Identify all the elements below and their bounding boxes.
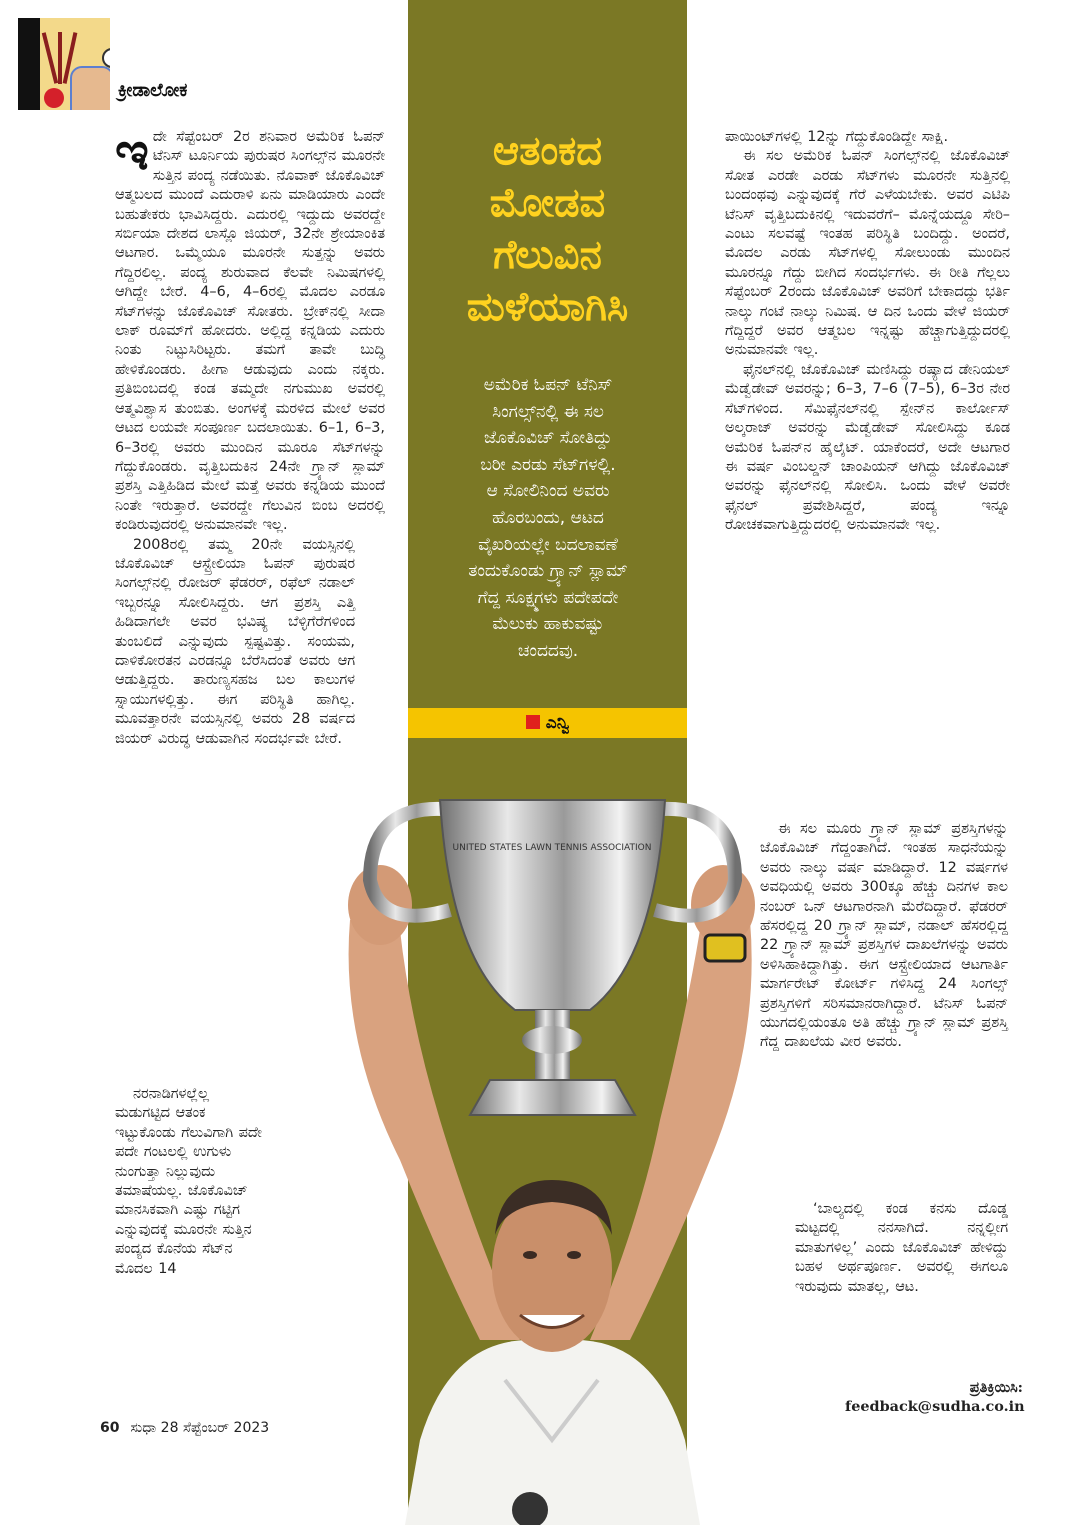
logo-ball-icon: [44, 88, 64, 108]
left-column: [115, 122, 385, 749]
trophy-cup: [440, 800, 665, 1010]
right-eye: [567, 1251, 581, 1259]
headline: [408, 125, 687, 333]
shirt: [405, 1340, 700, 1525]
left-paragraph-2: 2008ರಲ್ಲಿ ತಮ್ಮ 20ನೇ ವಯಸ್ಸಿನಲ್ಲಿ ಜೊಕೊವಿಚ್ ಆಸ್ಟ್ರೇಲಿಯಾ ಓಪನ್ ಪುರುಷರ ಸಿಂಗಲ್ಸ್‌ನಲ್ಲಿ ರೋಜರ್ ಫೆಡರರ್, ರಫೆಲ್ ನಡಾಲ್ ಇಬ್ಬರನ್ನೂ ಸೋಲಿಸಿದ್ದರು. ಆಗ ಪ್ರಶಸ್ತಿ ಎತ್ತಿ ಹಿಡಿದಾಗಲೇ ಅವರ ಭವಿಷ್ಯ ಬೆಳ್ಳಿಗೆರೆಗಳಿಂದ ತುಂಬಲಿದೆ ಎನ್ನುವುದು ಸ್ಪಷ್ಟವಿತ್ತು. ಸಂಯಮ, ದಾಳಿಕೋರತನ ಎರಡನ್ನೂ ಬೆರೆಸಿದಂತೆ ಅವರು ಆಗ ಆಡುತ್ತಿದ್ದರು. ತಾರುಣ್ಯಸಹಜ ಬಲ ಕಾಲುಗಳ ಸ್ನಾಯುಗಳಲ್ಲಿತ್ತು. ಈಗ ಪರಿಸ್ಥಿತಿ ಹಾಗಿಲ್ಲ. ಮೂವತ್ತಾರನೇ ವಯಸ್ಸಿನಲ್ಲಿ ಅವರು 28 ವರ್ಷದ ಜಿಯರ್ ವಿರುದ್ಧ ಆಡುವಾಗಿನ ಸಂದರ್ಭವೇ ಬೇರೆ.: [115, 536, 355, 747]
byline-square-icon: [526, 715, 540, 729]
watch-icon: [705, 935, 745, 961]
deck-line: ಜೊಕೊವಿಚ್ ಸೋತಿದ್ದು: [483, 428, 612, 449]
logo-black-bar: [18, 18, 40, 110]
deck-line: ತಂದುಕೊಂಡು ಗ್ರ್ಯಾನ್ ಸ್ಲಾಮ್: [468, 561, 628, 582]
deck-line: ಗೆದ್ದ ಸೂಕ್ಷ್ಮಗಳು ಪದೇಪದೇ: [477, 587, 619, 608]
section-logo: [18, 18, 110, 110]
left-eye: [523, 1251, 537, 1259]
right-paragraph-4: ಈ ಸಲ ಮೂರು ಗ್ರ್ಯಾನ್ ಸ್ಲಾಮ್ ಪ್ರಶಸ್ತಿಗಳನ್ನು ಜೊಕೊವಿಚ್ ಗೆದ್ದಂತಾಗಿದೆ. ಇಂತಹ ಸಾಧನೆಯನ್ನು ಅವರು ನಾಲ್ಕು ವರ್ಷ ಮಾಡಿದ್ದಾರೆ. 12 ವರ್ಷಗಳ ಅವಧಿಯಲ್ಲಿ ಅವರು 300ಕ್ಕೂ ಹೆಚ್ಚು ದಿನಗಳ ಕಾಲ ನಂಬರ್ ಒನ್ ಆಟಗಾರನಾಗಿ ಮೆರೆದಿದ್ದಾರೆ. ಫೆಡರರ್ ಹೆಸರಲ್ಲಿದ್ದ 20 ಗ್ರ್ಯಾನ್ ಸ್ಲಾಮ್, ನಡಾಲ್ ಹೆಸರಲ್ಲಿದ್ದ 22 ಗ್ರ್ಯಾನ್ ಸ್ಲಾಮ್ ಪ್ರಶಸ್ತಿಗಳ ದಾಖಲೆಗಳನ್ನು ಅವರು ಅಳಿಸಿಹಾಕಿದ್ದಾಗಿತ್ತು. ಈಗ ಆಸ್ಟ್ರೇಲಿಯಾದ ಆಟಗಾರ್ತಿ ಮಾರ್ಗರೇಟ್ ಕೋರ್ಟ್ ಗಳಿಸಿದ್ದ 24 ಸಿಂಗಲ್ಸ್ ಪ್ರಶಸ್ತಿಗಳಿಗೆ ಸರಿಸಮಾನರಾಗಿದ್ದಾರೆ. ಟೆನಿಸ್ ಓಪನ್ ಯುಗದಲ್ಲಿಯಂತೂ ಅತಿ ಹೆಚ್ಚು ಗ್ರ್ಯಾನ್ ಸ್ಲಾಮ್ ಪ್ರಶಸ್ತಿ ಗೆದ್ದ ದಾಖಲೆಯ ವೀರ ಅವರು.: [760, 821, 1008, 1051]
right-paragraph-5: ‘ಬಾಲ್ಯದಲ್ಲಿ ಕಂಡ ಕನಸು ದೊಡ್ಡ ಮಟ್ಟದಲ್ಲಿ ನನಸಾಗಿದೆ. ನನ್ನಲ್ಲೀಗ ಮಾತುಗಳಿಲ್ಲ’ ಎಂದು ಜೊಕೊವಿಚ್ ಹೇಳಿದ್ದು ಬಹಳ ಅರ್ಥಪೂರ್ಣ. ಅವರಲ್ಲಿ ಈಗಲೂ ಇರುವುದು ಮಾತಲ್ಲ, ಆಟ.: [795, 1201, 1008, 1295]
deck-line: ಆ ಸೋಲಿನಿಂದ ಅವರು: [486, 481, 610, 502]
trophy-knot: [522, 1026, 582, 1054]
djokovic-trophy-photo: [330, 740, 770, 1525]
deck: [430, 372, 666, 665]
deck-line: ಬರೀ ಎರಡು ಸೆಟ್‌ಗಳಲ್ಲಿ.: [480, 454, 616, 475]
right-column: [725, 128, 1010, 536]
right-narrow-column: [760, 820, 1008, 1053]
headline-line: ಮಳೆಯಾಗಿಸಿ: [466, 284, 629, 330]
left-paragraph-1: ದೇ ಸೆಪ್ಟೆಂಬರ್ 2ರ ಶನಿವಾರ ಅಮೆರಿಕ ಓಪನ್ ಟೆನಿಸ್ ಟೂರ್ನಿಯ ಪುರುಷರ ಸಿಂಗಲ್ಸ್‌ನ ಮೂರನೇ ಸುತ್ತಿನ ಪಂದ್ಯ ನಡೆಯಿತು. ನೊವಾಕ್ ಜೊಕೊವಿಚ್ ಆತ್ಮಬಲದ ಮುಂದೆ ಎದುರಾಳಿ ಏನು ಮಾಡಿಯಾರು ಎಂದೇ ಬಹುತೇಕರು ಭಾವಿಸಿದ್ದರು. ಎದುರಲ್ಲಿ ಇದ್ದುದು ಅವರದ್ದೇ ಸರ್ಬಿಯಾ ದೇಶದ ಲಾಸ್ಲೊ ಜಿಯರ್, 32ನೇ ಶ್ರೇಯಾಂಕಿತ ಆಟಗಾರ. ಒಮ್ಮೆಯೂ ಮೂರನೇ ಸುತ್ತನ್ನು ಅವರು ಗೆದ್ದಿರಲಿಲ್ಲ. ಪಂದ್ಯ ಶುರುವಾದ ಕೆಲವೇ ನಿಮಿಷಗಳಲ್ಲಿ ಆಗಿದ್ದೇ ಬೇರೆ. 4–6, 4–6ರಲ್ಲಿ ಮೊದಲ ಎರಡೂ ಸೆಟ್‌ಗಳನ್ನು ಜೊಕೊವಿಚ್ ಸೋತರು. ಬ್ರೇಕ್‌ನಲ್ಲಿ ಸೀದಾ ಲಾಕ್ ರೂಮ್‌ಗೆ ಹೋದರು. ಅಲ್ಲಿದ್ದ ಕನ್ನಡಿಯ ಎದುರು ನಿಂತು ನಿಟ್ಟುಸಿರಿಟ್ಟರು. ತಮಗೆ ತಾವೇ ಬುದ್ಧಿ ಹೇಳಿಕೊಂಡರು. ಹೀಗಾ ಆಡುವುದು ಎಂದು ನಕ್ಕರು. ಪ್ರತಿಬಿಂಬದಲ್ಲಿ ಕಂಡ ತಮ್ಮದೇ ನಗುಮುಖ ಅವರಲ್ಲಿ ಆತ್ಮವಿಶ್ವಾಸ ತುಂಬಿತು. ಅಂಗಳಕ್ಕೆ ಮರಳಿದ ಮೇಲೆ ಅವರ ಆಟದ ಲಯವೇ ಸಂಪೂರ್ಣ ಬದಲಾಯಿತು. 6–1, 6–3, 6–3ರಲ್ಲಿ ಅವರು ಮುಂದಿನ ಮೂರೂ ಸೆಟ್‌ಗಳನ್ನು ಗೆದ್ದುಕೊಂಡರು. ವೃತ್ತಿಬದುಕಿನ 24ನೇ ಗ್ರ್ಯಾನ್ ಸ್ಲಾಮ್ ಪ್ರಶಸ್ತಿ ಎತ್ತಿಹಿಡಿದ ಮೇಲೆ ಮತ್ತೆ ಅವರು ಕನ್ನಡಿಯ ಮುಂದೆ ನಿಂತೇ ಇರುತ್ತಾರೆ. ಅವರದ್ದೇ ಗೆಲುವಿನ ಬಿಂಬ ಅದರಲ್ಲಿ ಕಂಡಿರುವುದರಲ್ಲಿ ಅನುಮಾನವೇ ಇಲ್ಲ.: [115, 129, 385, 534]
trophy-base: [470, 1080, 635, 1115]
byline-bar: [408, 708, 687, 738]
left-narrow-column: [115, 1085, 265, 1279]
feedback-email[interactable]: feedback@sudha.co.in: [845, 1398, 1025, 1415]
drop-cap: ಇ: [115, 122, 149, 182]
deck-line: ಸಿಂಗಲ್ಸ್‌ನಲ್ಲಿ ಈ ಸಲ: [492, 401, 604, 422]
logo-hand-icon: [70, 66, 110, 110]
feedback-block: [845, 1378, 1023, 1416]
byline: ಎನ್ವಿ: [545, 713, 570, 733]
headline-line: ಗೆಲುವಿನ: [493, 232, 602, 278]
right-paragraph-3: ಫೈನಲ್‌ನಲ್ಲಿ ಜೊಕೊವಿಚ್ ಮಣಿಸಿದ್ದು ರಷ್ಯಾದ ಡೇನಿಯಲ್ ಮೆಡ್ವೆಡೇವ್ ಅವರನ್ನು; 6–3, 7–6 (7–5), 6–3ರ ನೇರ ಸೆಟ್‌ಗಳಿಂದ. ಸೆಮಿಫೈನಲ್‌ನಲ್ಲಿ ಸ್ಪೇನ್‌ನ ಕಾರ್ಲೋಸ್ ಅಲ್ಕರಾಜ್ ಅವರನ್ನು ಮೆಡ್ವೆಡೇವ್ ಸೋಲಿಸಿದ್ದು ಕೂಡ ಅಮೆರಿಕ ಓಪನ್‌ನ ಹೈಲೈಟ್. ಯಾಕೆಂದರೆ, ಅದೇ ಆಟಗಾರ ಈ ವರ್ಷ ವಿಂಬಲ್ಡನ್ ಚಾಂಪಿಯನ್ ಆಗಿದ್ದು ಜೊಕೊವಿಚ್ ಅವರನ್ನು ಫೈನಲ್‌ನಲ್ಲಿ ಸೋಲಿಸಿ. ಒಂದು ವೇಳೆ ಅವರೇ ಫೈನಲ್ ಪ್ರವೇಶಿಸಿದ್ದರೆ, ಪಂದ್ಯ ಇನ್ನೂ ರೋಚಕವಾಗುತ್ತಿದ್ದುದರಲ್ಲಿ ಅನುಮಾನವೇ ಇಲ್ಲ.: [725, 361, 1010, 534]
headline-line: ಆತಂಕದ: [492, 128, 603, 174]
page-footer: [100, 1420, 269, 1436]
logo-stump-2: [58, 32, 62, 84]
right-narrowest-column: [795, 1200, 1008, 1297]
magazine-issue: ಸುಧಾ 28 ಸೆಪ್ಟೆಂಬರ್ 2023: [130, 1420, 270, 1436]
logo-stump-1: [42, 32, 58, 83]
section-label: ಕ್ರೀಡಾಲೋಕ: [118, 80, 188, 101]
deck-line: ವೈಖರಿಯಲ್ಲೇ ಬದಲಾವಣೆ: [478, 534, 618, 555]
page-number: 60: [100, 1420, 120, 1436]
right-paragraph-2: ಈ ಸಲ ಅಮೆರಿಕ ಓಪನ್ ಸಿಂಗಲ್ಸ್‌ನಲ್ಲಿ ಜೊಕೊವಿಚ್ ಸೋತ ಎರಡೇ ಎರಡು ಸೆಟ್‌ಗಳು ಮೂರನೇ ಸುತ್ತಿನಲ್ಲಿ ಬಂದಂಥವು ಎನ್ನುವುದಕ್ಕೆ ಗೆರೆ ಎಳೆಯಬೇಕು. ಅವರ ಎಟಿಪಿ ಟೆನಿಸ್ ವೃತ್ತಿಬದುಕಿನಲ್ಲಿ ಇದುವರೆಗೆ– ಮೊನ್ನೆಯದ್ದೂ ಸೇರಿ– ಎಂಟು ಸಲವಷ್ಟೆ ಇಂತಹ ಪರಿಸ್ಥಿತಿ ಬಂದಿದ್ದು. ಅಂದರೆ, ಮೊದಲ ಎರಡು ಸೆಟ್‌ಗಳಲ್ಲಿ ಸೋಲುಂಡು ಮುಂದಿನ ಮೂರನ್ನೂ ಗೆದ್ದು ಬೀಗಿದ ಸಂದರ್ಭಗಳು. ಈ ರೀತಿ ಗೆಲ್ಲಲು ಸೆಪ್ಟೆಂಬರ್ 2ರಂದು ಜೊಕೊವಿಚ್ ಅವರಿಗೆ ಬೇಕಾದದ್ದು ಭರ್ತಿ ನಾಲ್ಕು ಗಂಟೆ ನಾಲ್ಕು ನಿಮಿಷ. ಆ ದಿನ ಒಂದು ವೇಳೆ ಜಿಯರ್ ಗೆದ್ದಿದ್ದರೆ ಅವರ ಆತ್ಮಬಲ ಇನ್ನಷ್ಟು ಹೆಚ್ಚಾಗುತ್ತಿದ್ದುದರಲ್ಲಿ ಅನುಮಾನವೇ ಇಲ್ಲ.: [725, 148, 1010, 359]
left-paragraph-3: ನರನಾಡಿಗಳಲ್ಲೆಲ್ಲ ಮಡುಗಟ್ಟಿದ ಆತಂಕ ಇಟ್ಟುಕೊಂಡು ಗೆಲುವಿಗಾಗಿ ಪದೇ ಪದೇ ಗಂಟಲಲ್ಲಿ ಉಗುಳು ನುಂಗುತ್ತಾ ನಿಲ್ಲುವುದು ತಮಾಷೆಯಲ್ಲ. ಜೊಕೊವಿಚ್ ಮಾನಸಿಕವಾಗಿ ಎಷ್ಟು ಗಟ್ಟಿಗ ಎನ್ನುವುದಕ್ಕೆ ಮೂರನೇ ಸುತ್ತಿನ ಪಂದ್ಯದ ಕೊನೆಯ ಸೆಟ್‌ನ ಮೊದಲ 14: [115, 1086, 262, 1277]
right-paragraph-1: ಪಾಯಿಂಟ್‌ಗಳಲ್ಲಿ 12ನ್ನು ಗೆದ್ದುಕೊಂಡಿದ್ದೇ ಸಾಕ್ಷಿ.: [725, 129, 949, 145]
trophy-engraving: UNITED STATES LAWN TENNIS ASSOCIATION: [452, 843, 652, 853]
feedback-label: ಪ್ರತಿಕ್ರಿಯಿಸಿ:: [969, 1379, 1023, 1396]
deck-line: ಹೊರಬಂದು, ಆಟದ: [492, 507, 604, 528]
headline-line: ಮೋಡವ: [489, 180, 606, 226]
logo-white-ball-icon: [102, 48, 110, 68]
deck-line: ಅಮೆರಿಕ ಓಪನ್ ಟೆನಿಸ್: [483, 375, 613, 395]
deck-line: ಚಂದದವು.: [517, 640, 579, 661]
deck-line: ಮೆಲುಕು ಹಾಕುವಷ್ಟು: [492, 614, 604, 635]
